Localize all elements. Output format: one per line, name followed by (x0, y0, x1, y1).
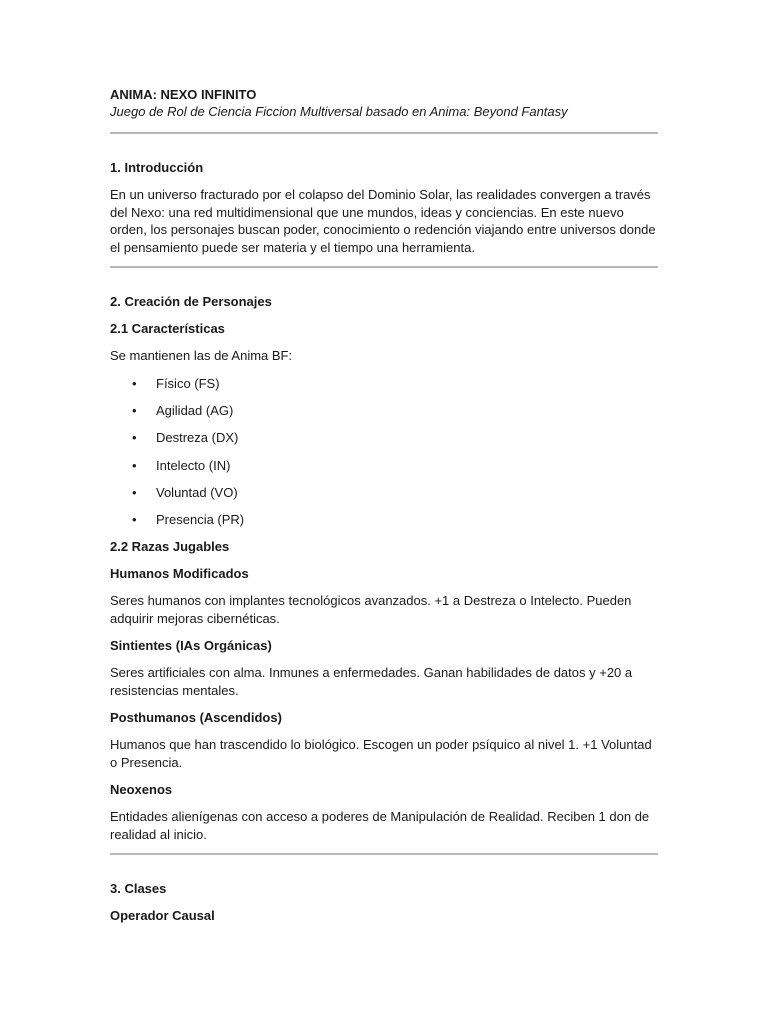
document-title: ANIMA: NEXO INFINITO (110, 87, 257, 102)
race-name: Posthumanos (Ascendidos) (110, 710, 282, 726)
list-item: • Agilidad (AG) (132, 402, 234, 418)
list-item: • Intelecto (IN) (132, 457, 231, 473)
divider (110, 266, 658, 268)
subsection-heading-caracteristicas: 2.1 Características (110, 321, 225, 336)
race-description: Humanos que han trascendido lo biológico. Escogen un poder psíquico al nivel 1. +1 Voluntad o Presencia. (110, 737, 652, 770)
section-heading-clases: 3. Clases (110, 881, 167, 897)
race-name: Sintientes (IAs Orgánicas) (110, 638, 272, 654)
section-heading-creacion: 2. Creación de Personajes (110, 294, 272, 309)
intro-paragraph: En un universo fracturado por el colapso del Dominio Solar, las realidades convergen a través del Nexo: una red multidimensional que une mundos, ideas y conciencias. En este nuevo orden, los personajes buscan poder, conocimiento o redención viajando entre universos donde el pensamiento puede ser materia y el tiempo una herramienta. (110, 187, 656, 255)
bullet-icon: • (132, 457, 137, 473)
race-name: Humanos Modificados (110, 566, 249, 582)
class-name: Operador Causal (110, 908, 215, 924)
bullet-icon: • (132, 375, 137, 391)
bullet-icon: • (132, 485, 137, 501)
section-heading-introduccion: 1. Introducción (110, 160, 204, 175)
bullet-icon: • (132, 402, 137, 418)
list-item: • Voluntad (VO) (132, 485, 238, 501)
race-description: Seres humanos con implantes tecnológicos avanzados. +1 a Destreza o Intelecto. Pueden adquirir mejoras cibernéticas. (110, 593, 632, 626)
subsection-heading-razas: 2.2 Razas Jugables (110, 539, 230, 555)
divider (110, 132, 658, 134)
characteristics-lead: Se mantienen las de Anima BF: (110, 348, 293, 363)
divider (110, 853, 658, 855)
bullet-icon: • (132, 430, 137, 446)
race-description: Seres artificiales con alma. Inmunes a enfermedades. Ganan habilidades de datos y +20 a resistencias mentales. (110, 665, 633, 698)
bullet-icon: • (132, 512, 137, 528)
document-body (110, 86, 658, 924)
race-name: Neoxenos (110, 782, 173, 798)
list-item: • Físico (FS) (132, 375, 220, 391)
list-item: • Destreza (DX) (132, 430, 239, 446)
document-subtitle: Juego de Rol de Ciencia Ficcion Multiversal basado en Anima: Beyond Fantasy (110, 104, 568, 119)
race-description: Entidades alienígenas con acceso a poderes de Manipulación de Realidad. Reciben 1 don de realidad al inicio. (110, 809, 650, 842)
characteristics-list (110, 375, 658, 529)
list-item: • Presencia (PR) (132, 512, 245, 528)
